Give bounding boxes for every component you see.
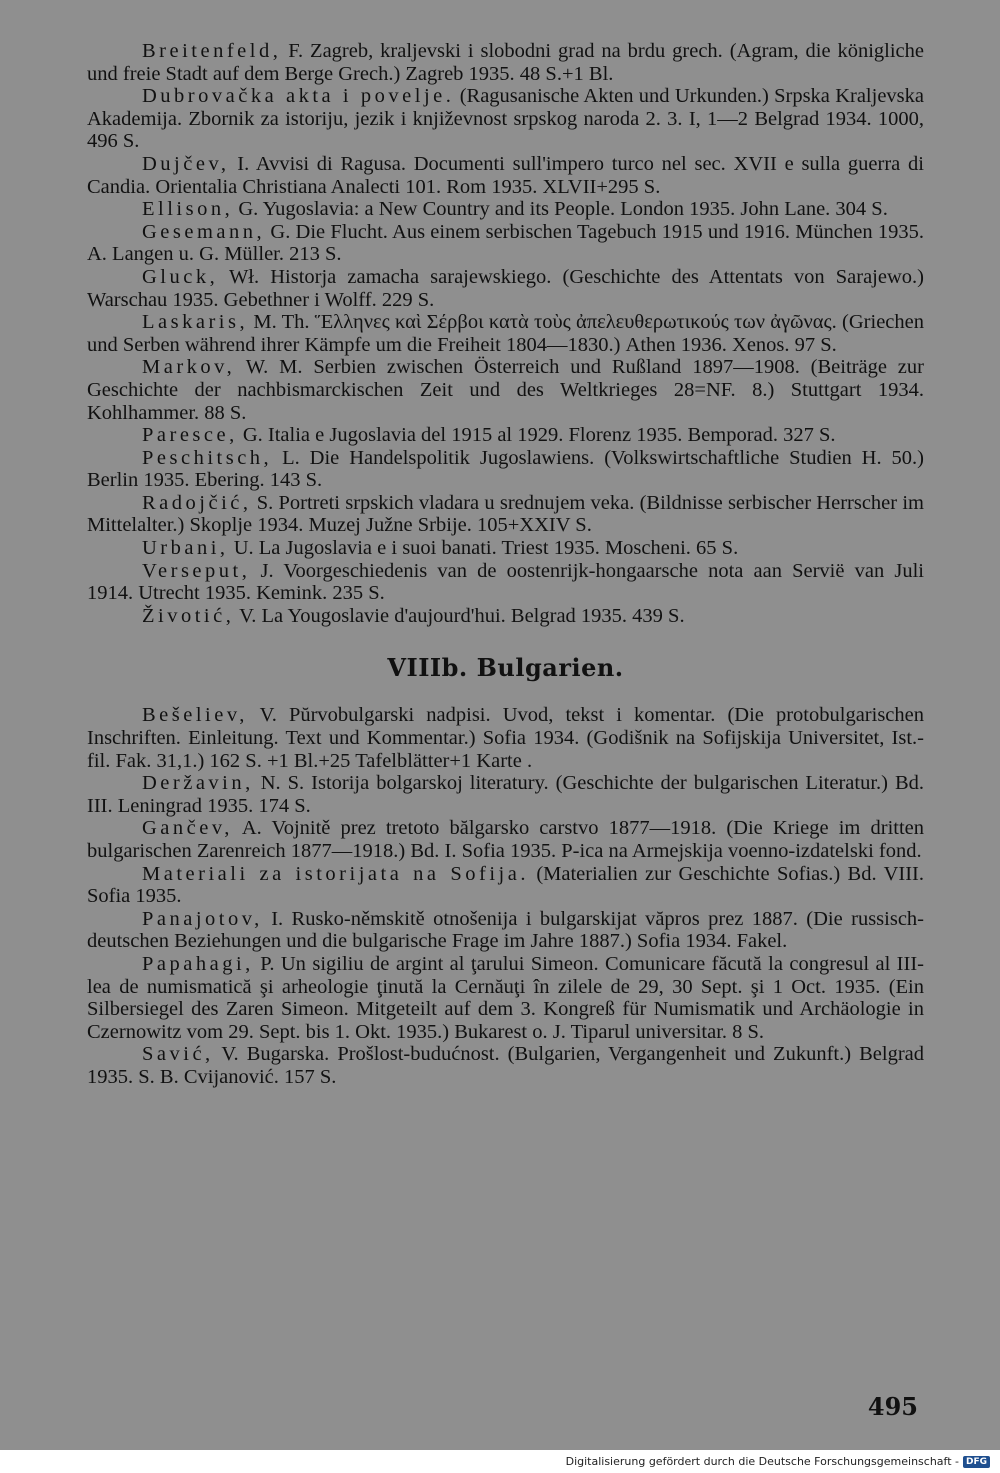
entry-text: U. La Jugoslavia e i suoi banati. Triest 1935. Moscheni. 65 S. — [228, 537, 739, 560]
entry-text: J. Voorgeschiedenis van de oostenrijk-hongaarsche nota aan Servië van Juli 1914. Utrecht 1935. Kemink. 235 S. — [87, 559, 924, 605]
entry-author: Ellison, — [142, 198, 234, 221]
entry-text: L. Die Handelspolitik Jugoslawiens. (Volkswirtschaftliche Studien H. 50.) Berlin 1935. Ebering. 143 S. — [87, 446, 924, 492]
entry-author: Gesemann, — [142, 220, 266, 243]
entry-author: Verseput, — [142, 559, 251, 582]
bibliography-entry — [87, 492, 924, 537]
bibliography-entry — [87, 153, 924, 198]
bibliography-entry — [87, 198, 924, 221]
bibliography-entry — [87, 85, 924, 153]
entry-text: I. Rusko-němskitě otnošenija i bulgarskijat văpros prez 1887. (Die russisch-deutschen Beziehungen und die bulgarische Frage im Jahre 1887.) Sofia 1934. Fakel. — [87, 907, 924, 953]
bibliography-entry — [87, 537, 924, 560]
entry-author: Bešeliev, — [142, 704, 248, 727]
entry-author: Papahagi, — [142, 952, 254, 975]
entry-author: Životić, — [142, 604, 235, 627]
entry-author: Laskaris, — [142, 311, 249, 334]
bibliography-entry — [87, 311, 924, 356]
bibliography-list-yugoslavia — [87, 40, 924, 627]
footer-text: Digitalisierung gefördert durch die Deutsche Forschungsgemeinschaft - — [565, 1455, 959, 1468]
entry-text: (Materialien zur Geschichte Sofias.) Bd. VIII. Sofia 1935. — [87, 862, 924, 908]
bibliography-entry — [87, 356, 924, 424]
entry-author: Panajotov, — [142, 907, 263, 930]
entry-author: Savić, — [142, 1043, 214, 1066]
entry-author: Gančev, — [142, 817, 233, 840]
bibliography-list-bulgaria — [87, 704, 924, 1088]
page-number: 495 — [867, 1392, 918, 1421]
entry-text: M. Th. Ἕλληνες καὶ Σέρβοι κατὰ τοὺς ἀπελευθερωτικούς των ἀγῶνας. (Griechen und Serben während ihrer Kämpfe um die Freiheit 1804—1830.) Athen 1936. Xenos. 97 S. — [87, 311, 924, 356]
entry-author: Dujčev, — [142, 152, 230, 175]
footer-bar — [0, 1450, 1000, 1473]
dfg-logo-icon: DFG — [963, 1456, 990, 1468]
section-title: VIIIb. Bulgarien. — [387, 653, 624, 683]
entry-author: Materiali za istorijata na Sofija. — [142, 862, 529, 885]
entry-text: F. Zagreb, kraljevski i slobodni grad na brdu grech. (Agram, die königliche und freie Stadt auf dem Berge Grech.) Zagreb 1935. 48 S.+1 Bl. — [87, 40, 924, 85]
bibliography-entry — [87, 817, 924, 862]
entry-text: A. Vojnitě prez tretoto bălgarsko carstvo 1877—1918. (Die Kriege im dritten bulgarischen Zarenreich 1877—1918.) Bd. I. Sofia 1935. P-ica na Armejskija voenno-izdatelski fond. — [87, 817, 924, 862]
bibliography-entry — [87, 266, 924, 311]
entry-author: Radojčić, — [142, 491, 252, 514]
entry-author: Urbani, — [142, 537, 229, 560]
entry-author: Breitenfeld, — [142, 40, 282, 62]
entry-author: Gluck, — [142, 265, 219, 288]
bibliography-entry — [87, 863, 924, 908]
entry-text: Wł. Historja zamacha sarajewskiego. (Geschichte des Attentats von Sarajewo.) Warschau 1935. Gebethner i Wolff. 229 S. — [87, 265, 924, 311]
bibliography-entry — [87, 560, 924, 605]
bibliography-entry — [87, 908, 924, 953]
bibliography-entry — [87, 424, 924, 447]
entry-text: G. Italia e Jugoslavia del 1915 al 1929. Florenz 1935. Bemporad. 327 S. — [237, 424, 836, 447]
bibliography-entry — [87, 704, 924, 772]
bibliography-entry — [87, 953, 924, 1043]
entry-text: V. Bugarska. Prošlost-budućnost. (Bulgarien, Vergangenheit und Zukunft.) Belgrad 1935. S. B. Cvijanović. 157 S. — [87, 1043, 924, 1088]
entry-author: Dubrovačka akta i povelje. — [142, 85, 455, 108]
entry-text: G. Yugoslavia: a New Country and its People. London 1935. John Lane. 304 S. — [233, 198, 888, 221]
entry-text: W. M. Serbien zwischen Österreich und Rußland 1897—1908. (Beiträge zur Geschichte der nachbismarckischen Zeit und des Weltkrieges 28=NF. 8.) Stuttgart 1934. Kohlhammer. 88 S. — [87, 356, 924, 424]
entry-author: Paresce, — [142, 424, 238, 447]
bibliography-entry — [87, 772, 924, 817]
bibliography-entry — [87, 447, 924, 492]
entry-author: Markov, — [142, 356, 236, 379]
bibliography-entry — [87, 1043, 924, 1088]
entry-text: I. Avvisi di Ragusa. Documenti sull'impero turco nel sec. XVII e sulla guerra di Candia. Orientalia Christiana Analecti 101. Rom 1935. XLVII+295 S. — [87, 152, 924, 198]
bibliography-entry — [87, 40, 924, 85]
page-content — [87, 40, 924, 1089]
entry-text: G. Die Flucht. Aus einem serbischen Tagebuch 1915 und 1916. München 1935. A. Langen u. G. Müller. 213 S. — [87, 220, 924, 266]
entry-text: (Ragusanische Akten und Urkunden.) Srpska Kraljevska Akademija. Zbornik za istoriju, jezik i književnost srpskog naroda 2. 3. I, 1—2 Belgrad 1934. 1000, 496 S. — [87, 85, 924, 153]
entry-text: V. Pŭrvobulgarski nadpisi. Uvod, tekst i komentar. (Die protobulgarischen Inschriften. Einleitung. Text und Kommentar.) Sofia 1934. (Godišnik na Sofijskija Universitet, Ist.-fil. Fak. 31,1.) 162 S. +1 Bl.+25 Tafelblätter+1 Karte . — [87, 704, 924, 772]
entry-text: N. S. Istorija bolgarskoj literatury. (Geschichte der bulgarischen Literatur.) Bd. III. Leningrad 1935. 174 S. — [87, 772, 924, 817]
entry-author: Peschitsch, — [142, 446, 273, 469]
entry-text: V. La Yougoslavie d'aujourd'hui. Belgrad 1935. 439 S. — [234, 604, 685, 627]
entry-text: P. Un sigiliu de argint al ţarului Simeon. Comunicare făcută la congresul al III-lea de numismatică şi arheologie ţinută la Cernăuţi în zilele de 29, 30 Sept. şi 1 Oct. 1935. (Ein Silbersiegel des Zaren Simeon. Mitgeteilt auf dem 3. Kongreß für Numismatik und Archäologie in Czernowitz vom 29. Sept. bis 1. Okt. 1935.) Bukarest o. J. Tiparul universitar. 8 S. — [87, 952, 924, 1043]
entry-author: Deržavin, — [142, 772, 254, 795]
entry-text: S. Portreti srpskich vladara u srednujem veka. (Bildnisse serbischer Herrscher im Mittelalter.) Skoplje 1934. Muzej Južne Srbije. 105+XXIV S. — [87, 491, 924, 537]
bibliography-entry — [87, 221, 924, 266]
bibliography-entry — [87, 605, 924, 628]
